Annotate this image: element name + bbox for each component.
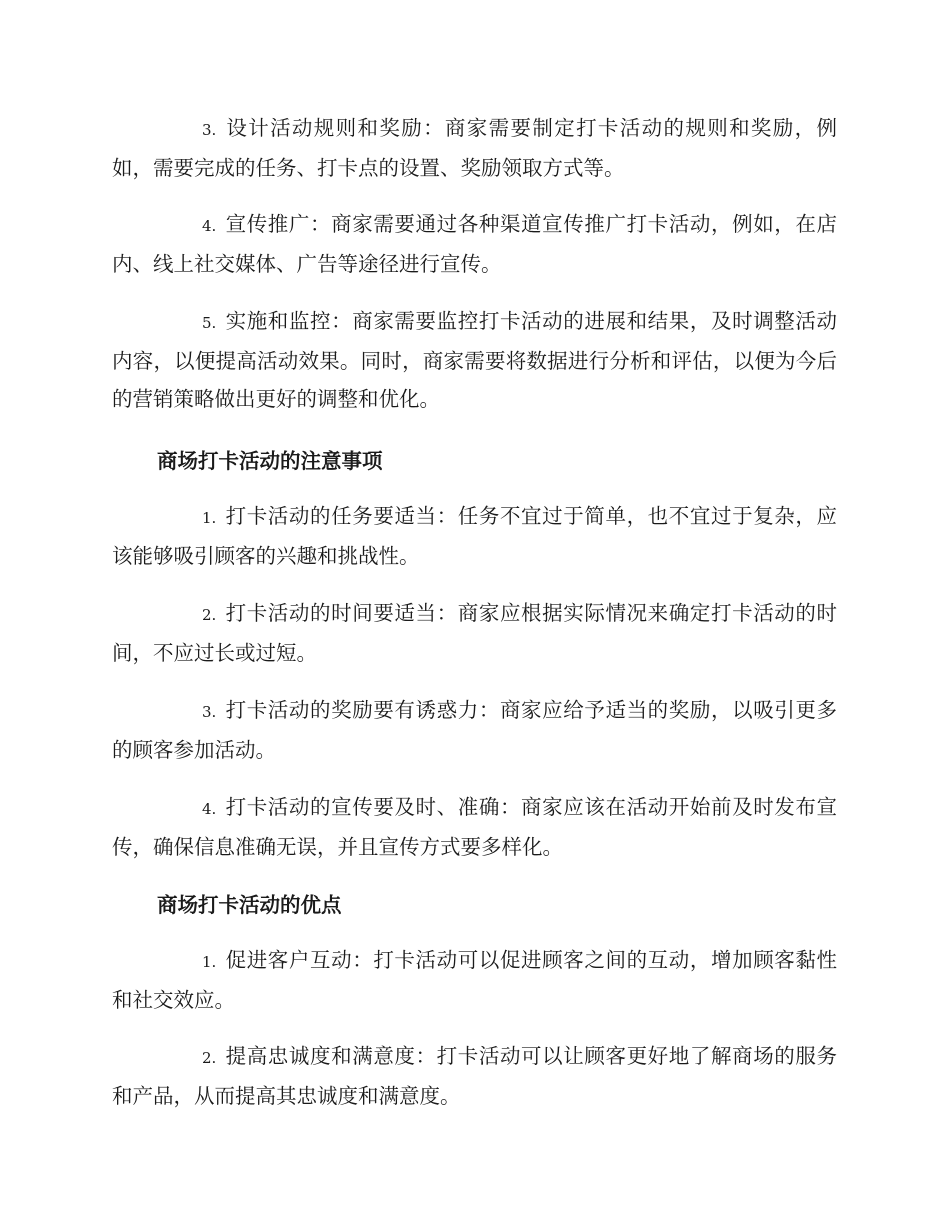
list-number: 4. [202,217,217,235]
list-number: 4. [202,800,217,818]
list-item-text: 实施和监控：商家需要监控打卡活动的进展和结果，及时调整活动内容，以便提高活动效果。同时，商家需要将数据进行分析和评估，以便为今后的营销策略做出更好的调整和优化。 [112,309,837,411]
list-item-note-1 [112,497,837,575]
list-item-text: 提高忠诚度和满意度：打卡活动可以让顾客更好地了解商场的服务和产品，从而提高其忠诚度和满意度。 [112,1044,837,1108]
list-item-text: 宣传推广：商家需要通过各种渠道宣传推广打卡活动，例如，在店内、线上社交媒体、广告等途径进行宣传。 [112,212,837,276]
list-item-text: 打卡活动的任务要适当：任务不宜过于简单，也不宜过于复杂，应该能够吸引顾客的兴趣和挑战性。 [112,504,837,568]
list-number: 3. [202,121,217,139]
list-item-note-2 [112,594,837,672]
list-item-text: 打卡活动的奖励要有诱惑力：商家应给予适当的奖励，以吸引更多的顾客参加活动。 [112,698,837,762]
list-item-note-4 [112,788,837,866]
list-item-step-5 [112,302,837,418]
list-number: 1. [202,509,217,527]
list-number: 5. [202,314,217,332]
list-number: 2. [202,606,217,624]
section-heading-advantages: 商场打卡活动的优点 [157,893,342,917]
list-number: 3. [202,703,217,721]
list-item-step-4 [112,205,837,283]
list-item-advantage-2 [112,1037,837,1115]
list-number: 2. [202,1049,217,1067]
section-heading-notes: 商场打卡活动的注意事项 [157,449,383,473]
list-item-text: 打卡活动的宣传要及时、准确：商家应该在活动开始前及时发布宣传，确保信息准确无误，并且宣传方式要多样化。 [112,795,837,859]
list-item-text: 设计活动规则和奖励：商家需要制定打卡活动的规则和奖励，例如，需要完成的任务、打卡点的设置、奖励领取方式等。 [112,116,837,180]
list-item-text: 促进客户互动：打卡活动可以促进顾客之间的互动，增加顾客黏性和社交效应。 [112,948,837,1012]
list-item-note-3 [112,691,837,769]
list-number: 1. [202,953,217,971]
list-item-step-3 [112,109,837,187]
list-item-text: 打卡活动的时间要适当：商家应根据实际情况来确定打卡活动的时间，不应过长或过短。 [112,601,837,665]
list-item-advantage-1 [112,941,837,1019]
